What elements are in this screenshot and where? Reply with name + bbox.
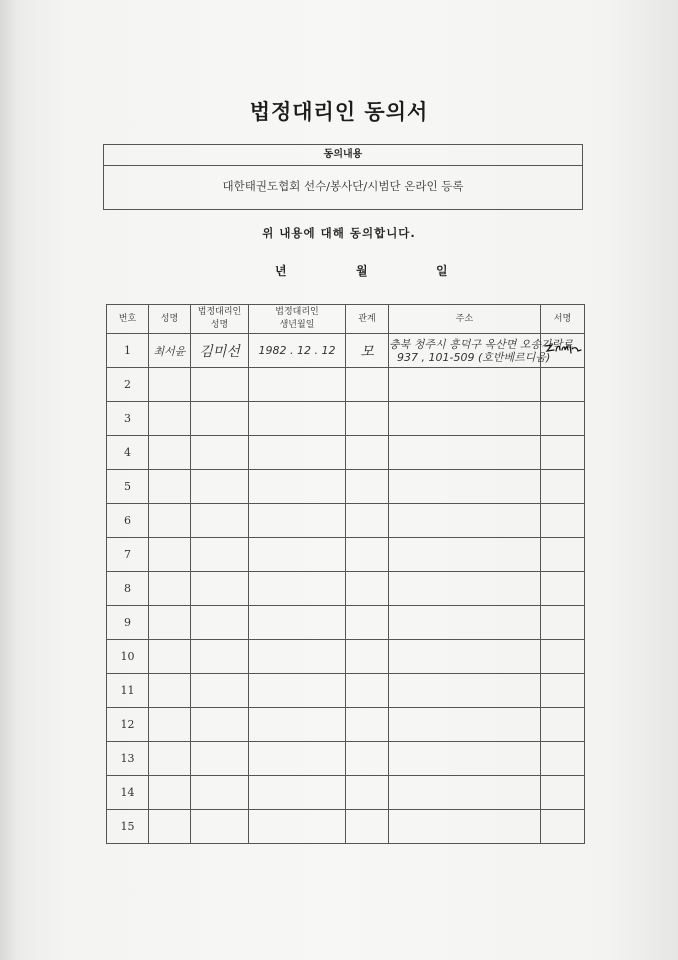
consent-statement: 위 내용에 대해 동의합니다. — [262, 226, 416, 240]
cell-guardian-birth[interactable] — [249, 640, 346, 674]
cell-guardian-birth[interactable] — [249, 606, 346, 640]
cell-guardian-name[interactable] — [191, 504, 249, 538]
document-title: 법정대리인 동의서 — [249, 100, 429, 124]
table-row — [107, 742, 585, 776]
cell-name[interactable] — [149, 572, 191, 606]
cell-no: 11 — [107, 674, 149, 708]
cell-name[interactable] — [149, 368, 191, 402]
cell-name[interactable] — [149, 538, 191, 572]
cell-guardian-birth[interactable] — [249, 436, 346, 470]
header-relation: 관계 — [346, 305, 389, 334]
cell-guardian-name[interactable] — [191, 606, 249, 640]
consent-header: 동의내용 — [104, 145, 582, 166]
cell-guardian-birth[interactable] — [249, 674, 346, 708]
table-row — [107, 776, 585, 810]
cell-signature[interactable] — [541, 810, 585, 844]
header-name: 성명 — [149, 305, 191, 334]
header-guardian-birth-text: 법정대리인 생년월일 — [275, 307, 319, 330]
cell-address[interactable] — [389, 810, 541, 844]
cell-relation[interactable] — [346, 640, 389, 674]
cell-guardian-name[interactable] — [191, 776, 249, 810]
table-row — [107, 470, 585, 504]
cell-signature[interactable] — [541, 742, 585, 776]
cell-no: 3 — [107, 402, 149, 436]
cell-no: 6 — [107, 504, 149, 538]
cell-no: 1 — [107, 334, 149, 368]
table-row — [107, 606, 585, 640]
cell-name[interactable] — [149, 470, 191, 504]
cell-no: 2 — [107, 368, 149, 402]
cell-no: 5 — [107, 470, 149, 504]
cell-relation[interactable] — [346, 572, 389, 606]
signature-scribble-icon — [543, 341, 583, 357]
cell-no: 4 — [107, 436, 149, 470]
address-line-2: 937 , 101-509 (호반베르디움) — [397, 350, 551, 364]
table-row — [107, 402, 585, 436]
header-guardian-name — [191, 305, 249, 334]
cell-guardian-name[interactable] — [191, 436, 249, 470]
header-no: 번호 — [107, 305, 149, 334]
consent-box — [103, 144, 583, 210]
cell-name[interactable]: 최서윤 — [149, 334, 191, 368]
cell-guardian-name[interactable] — [191, 402, 249, 436]
table-row — [107, 436, 585, 470]
cell-guardian-name[interactable] — [191, 674, 249, 708]
cell-address[interactable] — [389, 470, 541, 504]
cell-name[interactable] — [149, 674, 191, 708]
cell-address[interactable] — [389, 640, 541, 674]
cell-relation[interactable] — [346, 776, 389, 810]
cell-address[interactable] — [389, 742, 541, 776]
cell-relation[interactable] — [346, 402, 389, 436]
table-row — [107, 368, 585, 402]
table-row — [107, 504, 585, 538]
cell-guardian-name[interactable] — [191, 742, 249, 776]
cell-relation[interactable] — [346, 708, 389, 742]
cell-guardian-name[interactable] — [191, 640, 249, 674]
cell-no: 13 — [107, 742, 149, 776]
cell-no: 14 — [107, 776, 149, 810]
cell-guardian-name[interactable]: 김미선 — [191, 334, 249, 368]
header-guardian-name-text: 법정대리인 성명 — [197, 307, 242, 330]
cell-no: 9 — [107, 606, 149, 640]
cell-relation[interactable]: 모 — [346, 334, 389, 368]
cell-address[interactable] — [389, 606, 541, 640]
cell-guardian-birth[interactable] — [249, 810, 346, 844]
cell-name[interactable] — [149, 402, 191, 436]
cell-address[interactable] — [389, 436, 541, 470]
cell-relation[interactable] — [346, 470, 389, 504]
table-row — [107, 334, 585, 368]
address-line-1: 충북 청주시 흥덕구 옥산면 오송가락로 — [389, 337, 574, 351]
cell-guardian-birth[interactable] — [249, 368, 346, 402]
date-year-label: 년 — [275, 264, 287, 278]
cell-name[interactable] — [149, 504, 191, 538]
cell-signature[interactable] — [541, 470, 585, 504]
cell-guardian-birth[interactable] — [249, 776, 346, 810]
cell-guardian-birth[interactable] — [249, 504, 346, 538]
cell-no: 15 — [107, 810, 149, 844]
cell-signature[interactable] — [541, 572, 585, 606]
cell-relation[interactable] — [346, 742, 389, 776]
cell-no: 10 — [107, 640, 149, 674]
cell-guardian-birth[interactable] — [249, 470, 346, 504]
cell-address[interactable] — [389, 708, 541, 742]
cell-address[interactable] — [389, 538, 541, 572]
cell-guardian-name[interactable] — [191, 368, 249, 402]
cell-guardian-birth[interactable]: 1982 . 12 . 12 — [249, 334, 346, 368]
cell-name[interactable] — [149, 810, 191, 844]
header-signature: 서명 — [541, 305, 585, 334]
cell-name[interactable] — [149, 606, 191, 640]
date-day-label: 일 — [436, 264, 448, 278]
cell-address[interactable] — [389, 572, 541, 606]
cell-guardian-birth[interactable] — [249, 708, 346, 742]
cell-address[interactable] — [389, 674, 541, 708]
cell-signature[interactable] — [541, 708, 585, 742]
guardian-consent-table — [106, 304, 585, 844]
cell-signature[interactable] — [541, 504, 585, 538]
cell-address[interactable] — [389, 368, 541, 402]
table-row — [107, 572, 585, 606]
header-address: 주소 — [389, 305, 541, 334]
table-row — [107, 538, 585, 572]
cell-guardian-name[interactable] — [191, 572, 249, 606]
cell-relation[interactable] — [346, 504, 389, 538]
page-edge-shadow — [0, 0, 18, 960]
cell-address[interactable] — [389, 776, 541, 810]
table-row — [107, 640, 585, 674]
cell-signature[interactable] — [541, 436, 585, 470]
cell-name[interactable] — [149, 776, 191, 810]
cell-signature[interactable] — [541, 640, 585, 674]
cell-relation[interactable] — [346, 810, 389, 844]
cell-address[interactable] — [389, 504, 541, 538]
cell-guardian-name[interactable] — [191, 470, 249, 504]
cell-name[interactable] — [149, 708, 191, 742]
cell-relation[interactable] — [346, 606, 389, 640]
cell-relation[interactable] — [346, 436, 389, 470]
cell-signature[interactable] — [541, 606, 585, 640]
cell-signature[interactable] — [541, 674, 585, 708]
cell-signature[interactable] — [541, 538, 585, 572]
date-month-label: 월 — [356, 264, 368, 278]
cell-guardian-birth[interactable] — [249, 742, 346, 776]
cell-address[interactable] — [389, 334, 574, 368]
cell-name[interactable] — [149, 436, 191, 470]
header-guardian-birth — [249, 305, 346, 334]
cell-no: 7 — [107, 538, 149, 572]
cell-guardian-birth[interactable] — [249, 572, 346, 606]
table-header-row — [107, 305, 585, 334]
cell-signature[interactable] — [541, 402, 585, 436]
table-row — [107, 708, 585, 742]
cell-no: 12 — [107, 708, 149, 742]
cell-signature[interactable] — [541, 368, 585, 402]
cell-name[interactable] — [149, 742, 191, 776]
table-row — [107, 674, 585, 708]
cell-guardian-birth[interactable] — [249, 402, 346, 436]
cell-guardian-name[interactable] — [191, 810, 249, 844]
cell-guardian-name[interactable] — [191, 708, 249, 742]
cell-no: 8 — [107, 572, 149, 606]
cell-name[interactable] — [149, 640, 191, 674]
table-row — [107, 810, 585, 844]
cell-guardian-name[interactable] — [191, 538, 249, 572]
cell-signature[interactable] — [541, 776, 585, 810]
cell-guardian-birth[interactable] — [249, 538, 346, 572]
cell-relation[interactable] — [346, 368, 389, 402]
cell-relation[interactable] — [346, 538, 389, 572]
consent-content: 대한태권도협회 선수/봉사단/시범단 온라인 등록 — [222, 179, 464, 193]
cell-relation[interactable] — [346, 674, 389, 708]
cell-address[interactable] — [389, 402, 541, 436]
